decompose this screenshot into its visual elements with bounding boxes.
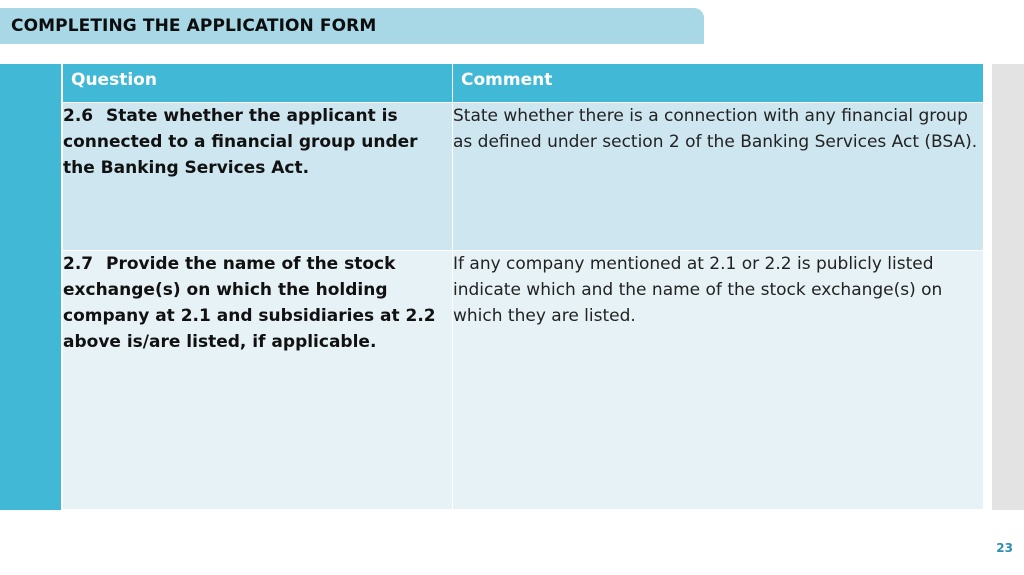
table-row (63, 251, 984, 510)
application-form-table (62, 63, 984, 510)
table-header-row (63, 64, 984, 103)
comment-cell: State whether there is a connection with any financial group as defined under section 2 of the Banking Services Act (BSA). (453, 103, 984, 251)
table-row (63, 103, 984, 251)
column-header-comment: Comment (453, 64, 984, 103)
comment-cell: If any company mentioned at 2.1 or 2.2 is publicly listed indicate which and the name of the stock exchange(s) on which they are listed. (453, 251, 984, 510)
question-number: 2.6 (63, 106, 94, 126)
page-number: 23 (996, 541, 1013, 555)
question-cell (63, 251, 453, 510)
left-accent-bar (0, 64, 61, 510)
question-cell (63, 103, 453, 251)
question-number: 2.7 (63, 254, 94, 274)
column-header-question: Question (63, 64, 453, 103)
right-accent-bar (992, 64, 1024, 510)
question-text: Provide the name of the stock exchange(s) on which the holding company at 2.1 and subsidiaries at 2.2 above is/are listed, if applicable. (63, 254, 436, 352)
question-text: State whether the applicant is connected to a financial group under the Banking Services Act. (63, 106, 418, 178)
page-title: COMPLETING THE APPLICATION FORM (11, 16, 377, 36)
title-banner (0, 8, 704, 44)
